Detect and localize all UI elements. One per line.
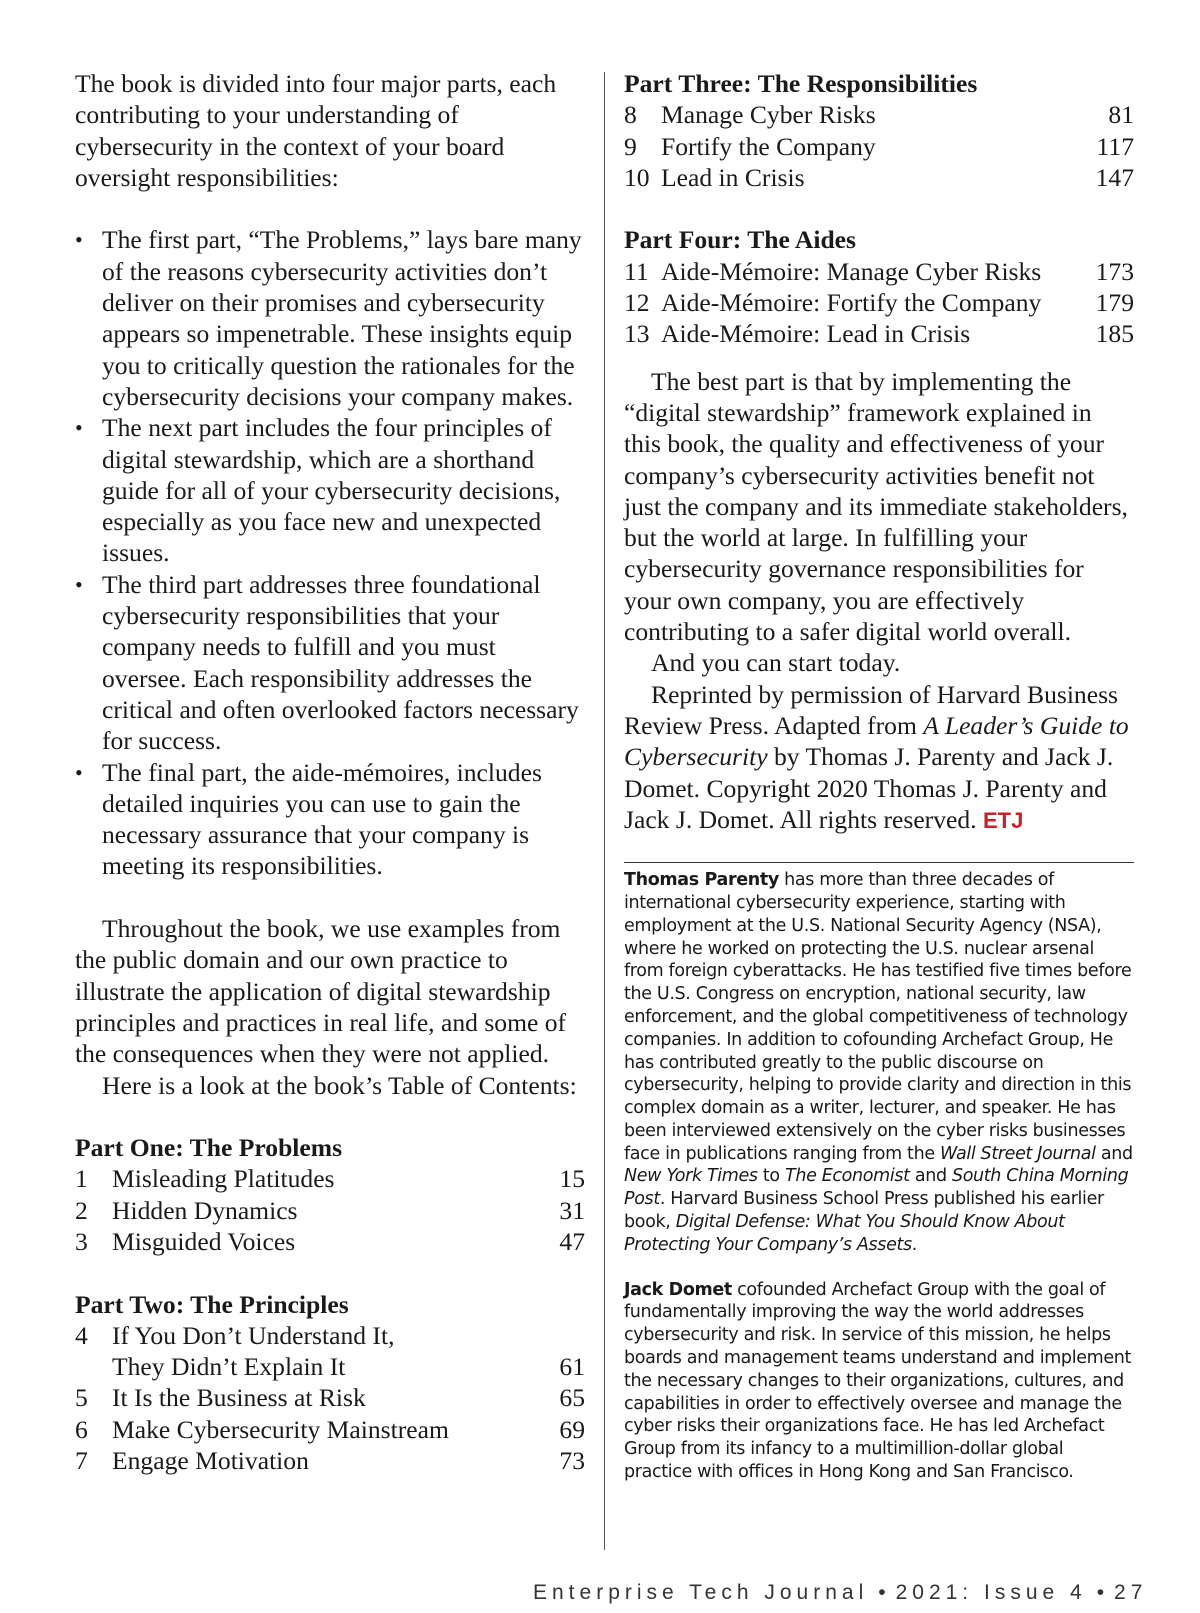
toc-row [75, 1351, 585, 1382]
list-item: • The first part, “The Problems,” lays bare many of the reasons cybersecurity activities don’t deliver on their promises and cybersecurity appears so impenetrable. These insights equip you to critically question the rationales for the cybersecurity decisions your company makes. [75, 224, 585, 412]
toc-number: 3 [75, 1226, 88, 1256]
bullet-separator: • [878, 1581, 886, 1604]
toc-row [624, 287, 1134, 318]
toc-title: Fortify the Company [661, 131, 876, 161]
toc-row [75, 1320, 585, 1351]
publication-name: New York Times [624, 1166, 758, 1187]
reprint-text: by Thomas J. Parenty and Jack J. Domet. Copyright 2020 Thomas J. Parenty and Jack J. Domet. All rights reserved. [624, 742, 1114, 834]
toc-title: Engage Motivation [112, 1446, 309, 1476]
toc-page: 65 [559, 1383, 585, 1413]
throughout-paragraph: Throughout the book, we use examples from the public domain and our own practice to illustrate the application of digital stewardship principles and practices in real life, and some of the consequences when they were not applied. [75, 914, 567, 1069]
toc-row [624, 131, 1134, 162]
toc-row [624, 318, 1134, 349]
list-item: • The third part addresses three foundational cybersecurity responsibilities that your company needs to fulfill and you must oversee. Each responsibility addresses the critical and often overlooked factors necessary for success. [75, 569, 585, 757]
reprint-text: Reprinted by permission of Harvard Business Review Press. Adapted from [624, 679, 1119, 740]
toc-part-heading: Part Three: The Responsibilities [624, 69, 978, 98]
left-column [75, 68, 585, 1476]
bio-name: Jack Domet [624, 1279, 732, 1300]
toc-number: 1 [75, 1164, 88, 1194]
reprint-notice [624, 679, 1134, 836]
toc-row [75, 1195, 585, 1226]
toc-title: Aide-Mémoire: Fortify the Company [661, 288, 1042, 318]
parts-list [75, 224, 585, 881]
toc-part-heading: Part Two: The Principles [75, 1289, 349, 1319]
toc-page: 15 [559, 1164, 585, 1194]
etj-end-mark: ETJ [982, 807, 1024, 833]
book-title: A Leader’s Guide to Cybersecurity [624, 710, 1129, 772]
toc-intro-paragraph: Here is a look at the book’s Table of Contents: [102, 1070, 577, 1100]
bio-name: Thomas Parenty [624, 870, 779, 891]
toc-row [75, 1445, 585, 1476]
toc-title: Lead in Crisis [661, 162, 805, 192]
toc-title: Misleading Platitudes [112, 1164, 335, 1194]
toc-page: 73 [559, 1446, 585, 1476]
start-today-paragraph: And you can start today. [651, 648, 901, 678]
toc-title: If You Don’t Understand It, [112, 1320, 395, 1350]
bio-divider [624, 862, 1134, 863]
toc-number: 6 [75, 1414, 88, 1444]
toc-number: 4 [75, 1320, 88, 1350]
toc-page: 117 [1096, 131, 1134, 161]
bio-jack-domet: Jack Domet cofounded Archefact Group with the goal of fundamentally improving the way the world addresses cybersecurity and risk. In service of this mission, he helps boards and management teams understand and implement the necessary changes to their organizations, cultures, and capabilities in order to effectively oversee and manage the cyber risks their organizations face. He has led Archefact Group from its infancy to a multimillion-dollar global practice with offices in Hong Kong and San Francisco. [624, 1279, 1131, 1483]
list-item: • The final part, the aide-mémoires, includes detailed inquiries you can use to gain the necessary assurance that your company is meeting its responsibilities. [75, 757, 585, 882]
toc-part-one [75, 1132, 585, 1257]
toc-row [624, 162, 1134, 193]
toc-part-two [75, 1289, 585, 1477]
issue-label: 2021: Issue 4 [895, 1581, 1087, 1604]
toc-page: 147 [1095, 162, 1134, 192]
book-title: Digital Defense: What You Should Know About Protecting Your Company’s Assets [624, 1212, 1065, 1255]
list-item: • The next part includes the four principles of digital stewardship, which are a shorthand guide for all of your cybersecurity decisions, especially as you face new and unexpected issues. [75, 412, 585, 568]
toc-page: 179 [1095, 288, 1134, 318]
toc-row [624, 256, 1134, 287]
toc-page: 47 [559, 1226, 585, 1256]
toc-number: 9 [624, 131, 637, 161]
toc-title: Make Cybersecurity Mainstream [112, 1414, 449, 1444]
toc-part-heading: Part One: The Problems [75, 1133, 343, 1163]
toc-title: Hidden Dynamics [112, 1195, 298, 1225]
intro-paragraph: The book is divided into four major parts, each contributing to your understanding of cybersecurity in the context of your board oversight responsibilities: [75, 69, 557, 192]
toc-row [75, 1382, 585, 1413]
toc-title-continued: They Didn’t Explain It [112, 1352, 346, 1382]
publication-name: Wall Street Journal [939, 1143, 1096, 1164]
toc-page: 69 [559, 1414, 585, 1444]
toc-page: 81 [1108, 100, 1134, 130]
toc-number: 8 [624, 100, 637, 130]
bio-thomas-parenty: Thomas Parenty has more than three decades of international cybersecurity experience, starting with employment at the U.S. National Security Agency (NSA), where he worked on protecting the U.S. nuclear arsenal from foreign cyberattacks. He has testified five times before the U.S. Congress on encryption, national security, law enforcement, and the global competitiveness of technology companies. In addition to cofounding Archefact Group, He has contributed greatly to the public discourse on cybersecurity, helping to provide clarity and direction in this complex domain as a writer, lecturer, and speaker. He has been interviewed extensively on the cyber risks businesses face in publications ranging from the Wall Street Journal and New York Times to The Economist and South China Morning Post. Harvard Business School Press published his earlier book, Digital Defense: What You Should Know About Protecting Your Company’s Assets. [624, 870, 1133, 1255]
toc-part-heading: Part Four: The Aides [624, 225, 856, 255]
toc-page: 173 [1095, 256, 1134, 286]
toc-page: 61 [559, 1352, 585, 1382]
toc-number: 5 [75, 1383, 88, 1413]
journal-name: Enterprise Tech Journal [533, 1581, 869, 1604]
toc-number: 10 [624, 162, 650, 192]
bullet-separator: • [1096, 1581, 1105, 1604]
toc-number: 12 [624, 288, 650, 318]
toc-part-four [624, 224, 1134, 349]
column-divider [604, 72, 605, 1550]
best-part-paragraph: The best part is that by implementing the “digital stewardship” framework explained in this book, the quality and effectiveness of your company’s cybersecurity activities benefit not just the company and its immediate stakeholders, but the world at large. In fulfilling your cybersecurity governance responsibilities for your own company, you are effectively contributing to a safer digital world overall. [624, 366, 1128, 647]
toc-page: 185 [1095, 319, 1134, 349]
toc-part-three [624, 68, 1134, 193]
toc-number: 2 [75, 1195, 88, 1225]
toc-title: Aide-Mémoire: Manage Cyber Risks [661, 256, 1042, 286]
toc-row [75, 1414, 585, 1445]
page-footer [533, 1581, 1148, 1605]
toc-title: It Is the Business at Risk [112, 1383, 366, 1413]
toc-title: Misguided Voices [112, 1226, 296, 1256]
publication-name: South China Morning Post [624, 1166, 1129, 1210]
publication-name: The Economist [784, 1166, 910, 1187]
toc-row [75, 1163, 585, 1194]
toc-row [624, 99, 1134, 130]
right-column [624, 68, 1134, 1484]
toc-row [75, 1226, 585, 1257]
toc-number: 7 [75, 1446, 88, 1476]
page-number: 27 [1114, 1581, 1148, 1604]
toc-title: Aide-Mémoire: Lead in Crisis [661, 319, 971, 349]
toc-number: 11 [624, 256, 649, 286]
toc-title: Manage Cyber Risks [661, 100, 876, 130]
toc-number: 13 [624, 319, 650, 349]
toc-page: 31 [559, 1195, 585, 1225]
